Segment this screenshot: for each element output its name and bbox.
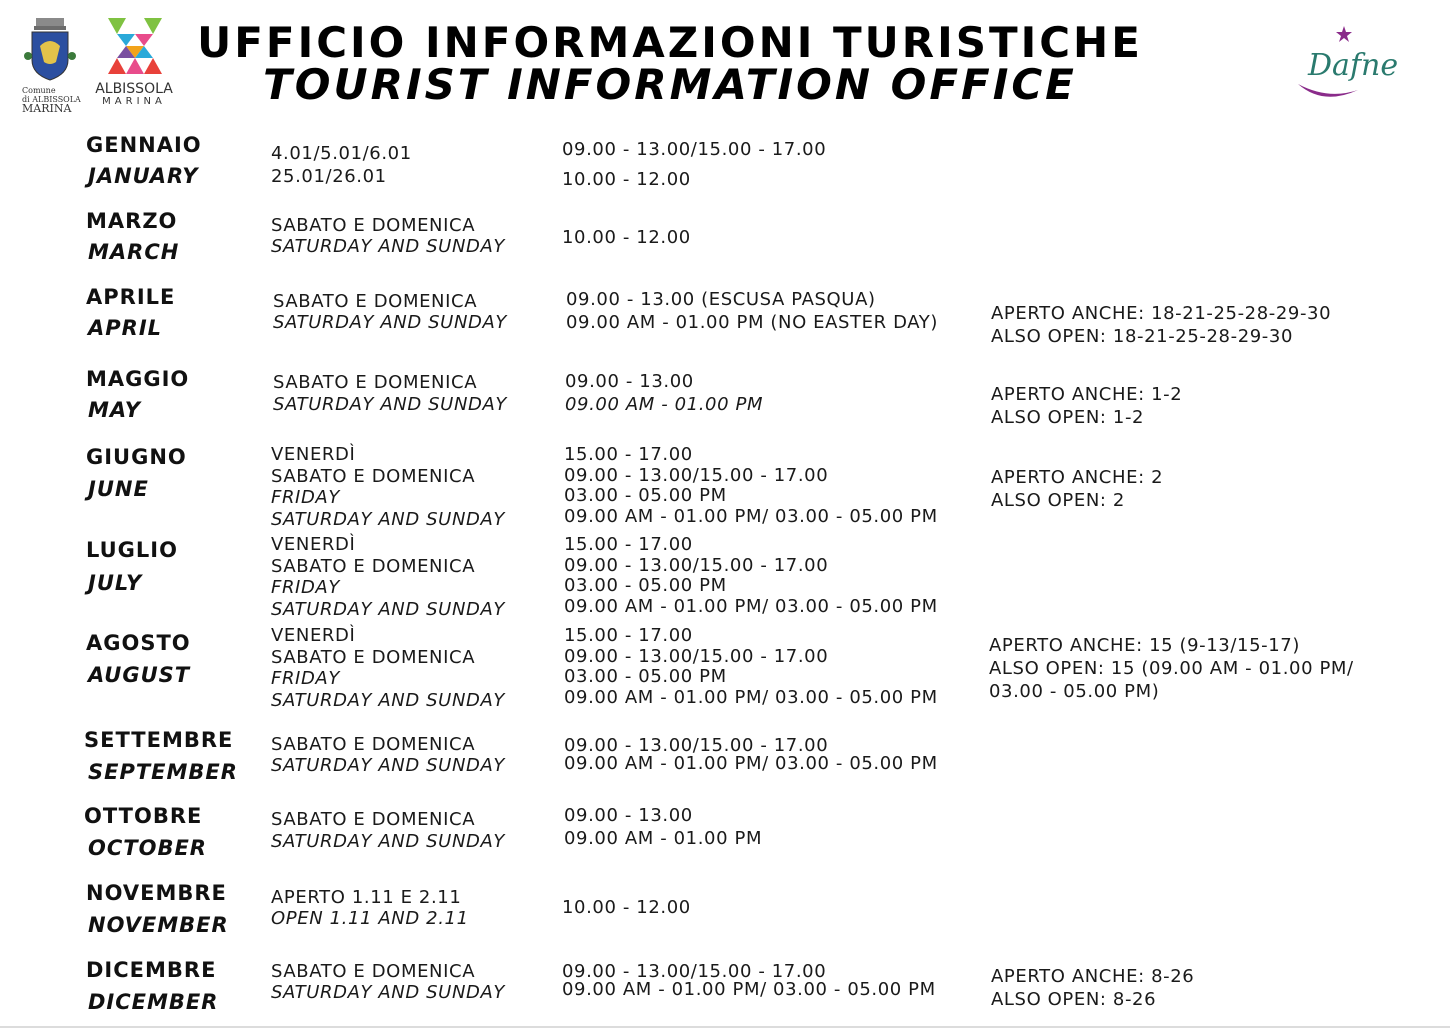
month-name-en: JUNE [88,477,149,501]
albissola-logo-line2: MARINA [102,96,166,107]
month-name-it: LUGLIO [86,538,178,562]
month-name-it: APRILE [86,285,176,309]
opening-days: SABATO E DOMENICA [271,809,476,830]
opening-days: SABATO E DOMENICA [271,734,476,755]
opening-hours: 15.00 - 17.00 [564,444,693,465]
page-title: UFFICIO INFORMAZIONI TURISTICHE [197,18,1143,67]
month-name-it: OTTOBRE [84,804,203,828]
opening-days: FRIDAY [271,668,340,689]
opening-hours: 09.00 - 13.00/15.00 - 17.00 [564,645,829,667]
comune-logo-line3: MARINA [22,102,72,115]
month-name-en: DICEMBER [88,990,219,1014]
month-name-it: MAGGIO [86,367,190,391]
opening-days: SATURDAY AND SUNDAY [271,236,505,257]
extra-open-days: ALSO OPEN: 1-2 [991,407,1145,428]
schedule-row-dicember [0,958,1450,1028]
opening-hours: 09.00 AM - 01.00 PM/ 03.00 - 05.00 PM [562,979,936,1000]
opening-hours: 09.00 AM - 01.00 PM/ 03.00 - 05.00 PM [564,753,938,774]
comune-logo-line1: Comune [22,86,56,95]
opening-hours: 10.00 - 12.00 [562,227,691,248]
opening-hours: 10.00 - 12.00 [562,897,691,918]
month-name-en: NOVEMBER [88,913,229,937]
opening-days: SABATO E DOMENICA [271,646,476,668]
opening-hours: 09.00 - 13.00/15.00 - 17.00 [564,464,829,486]
comune-logo [22,16,81,115]
comune-logo-line2: di ALBISSOLA [22,95,81,104]
page-subtitle: TOURIST INFORMATION OFFICE [263,60,1077,109]
month-name-it: NOVEMBRE [86,881,227,905]
extra-open-days: APERTO ANCHE: 1-2 [991,384,1183,405]
opening-hours: 09.00 - 13.00/15.00 - 17.00 [564,735,829,756]
geometric-x-logo-icon [100,16,170,76]
opening-days: SATURDAY AND SUNDAY [273,312,507,333]
opening-days: SABATO E DOMENICA [273,291,478,312]
opening-days: FRIDAY [271,487,340,508]
opening-days: VENERDÌ [271,534,356,555]
schedule-row-july [0,534,1450,620]
opening-days: FRIDAY [271,577,340,598]
month-name-it: GENNAIO [86,133,202,157]
bottom-divider [0,1026,1450,1028]
month-name-en: AUGUST [88,663,191,687]
month-name-en: OCTOBER [88,836,207,860]
extra-open-days: 03.00 - 05.00 PM) [989,681,1160,702]
month-name-en: MAY [88,398,141,422]
schedule-row-may [0,367,1450,437]
month-name-en: JULY [88,571,143,595]
month-name-it: DICEMBRE [86,958,217,982]
schedule-row-march [0,209,1450,279]
opening-days: SABATO E DOMENICA [271,555,476,577]
schedule-row-october [0,804,1450,874]
opening-hours: 09.00 - 13.00 [564,805,693,826]
opening-hours: 03.00 - 05.00 PM [564,666,727,687]
schedule-row-june [0,444,1450,530]
dafne-logo-text: Dafne [1308,48,1399,83]
extra-open-days: ALSO OPEN: 2 [991,490,1125,511]
schedule-row-april [0,285,1450,355]
extra-open-days: APERTO ANCHE: 8-26 [991,966,1195,987]
opening-days: VENERDÌ [271,444,356,465]
opening-days: SATURDAY AND SUNDAY [271,598,505,620]
opening-hours: 09.00 AM - 01.00 PM [565,394,764,415]
month-name-it: SETTEMBRE [84,728,234,752]
opening-hours: 09.00 AM - 01.00 PM/ 03.00 - 05.00 PM [564,505,938,527]
opening-hours: 09.00 AM - 01.00 PM [564,828,763,849]
opening-hours: 09.00 AM - 01.00 PM/ 03.00 - 05.00 PM [564,595,938,617]
opening-days: SATURDAY AND SUNDAY [271,982,505,1003]
month-name-en: JANUARY [88,164,199,188]
schedule-row-august [0,625,1450,711]
opening-hours: 15.00 - 17.00 [564,625,693,646]
opening-days: 4.01/5.01/6.01 [271,143,412,164]
opening-hours: 03.00 - 05.00 PM [564,575,727,596]
opening-days: SATURDAY AND SUNDAY [271,689,505,711]
extra-open-days: ALSO OPEN: 8-26 [991,989,1157,1010]
albissola-logo-line1: ALBISSOLA [95,81,173,97]
opening-hours: 09.00 - 13.00/15.00 - 17.00 [564,554,829,576]
opening-days: SABATO E DOMENICA [273,372,478,393]
opening-days: SATURDAY AND SUNDAY [271,755,505,776]
extra-open-days: APERTO ANCHE: 15 (9-13/15-17) [989,635,1300,656]
month-name-en: APRIL [88,316,163,340]
opening-days: 25.01/26.01 [271,166,387,187]
opening-hours: 09.00 - 13.00/15.00 - 17.00 [562,139,827,160]
opening-days: VENERDÌ [271,625,356,646]
opening-days: SATURDAY AND SUNDAY [271,508,505,530]
month-name-it: GIUGNO [86,445,187,469]
opening-days: APERTO 1.11 E 2.11 [271,887,462,908]
extra-open-days: APERTO ANCHE: 2 [991,467,1164,488]
extra-open-days: ALSO OPEN: 18-21-25-28-29-30 [991,326,1294,347]
month-name-it: AGOSTO [86,631,191,655]
opening-days: SATURDAY AND SUNDAY [271,831,505,852]
opening-days: SABATO E DOMENICA [271,215,476,236]
dafne-logo [1278,20,1428,110]
opening-days: SABATO E DOMENICA [271,465,476,487]
schedule-row-january [0,133,1450,203]
coat-of-arms-icon [22,16,78,82]
opening-hours: 15.00 - 17.00 [564,534,693,555]
month-name-it: MARZO [86,209,178,233]
opening-hours: 09.00 - 13.00 [565,371,694,392]
extra-open-days: ALSO OPEN: 15 (09.00 AM - 01.00 PM/ [989,658,1354,679]
opening-hours: 03.00 - 05.00 PM [564,485,727,506]
month-name-en: SEPTEMBER [88,760,238,784]
opening-hours: 09.00 AM - 01.00 PM/ 03.00 - 05.00 PM [564,686,938,708]
month-name-en: MARCH [88,240,180,264]
opening-hours: 09.00 - 13.00/15.00 - 17.00 [562,961,827,982]
opening-days: SATURDAY AND SUNDAY [273,394,507,415]
opening-days: OPEN 1.11 AND 2.11 [271,908,469,929]
opening-hours: 10.00 - 12.00 [562,169,691,190]
albissola-logo [86,16,182,112]
opening-hours: 09.00 AM - 01.00 PM (NO EASTER DAY) [566,312,938,333]
extra-open-days: APERTO ANCHE: 18-21-25-28-29-30 [991,303,1332,324]
schedule-row-september [0,728,1450,798]
opening-hours: 09.00 - 13.00 (ESCUSA PASQUA) [566,289,876,310]
opening-days: SABATO E DOMENICA [271,961,476,982]
schedule-row-november [0,881,1450,951]
